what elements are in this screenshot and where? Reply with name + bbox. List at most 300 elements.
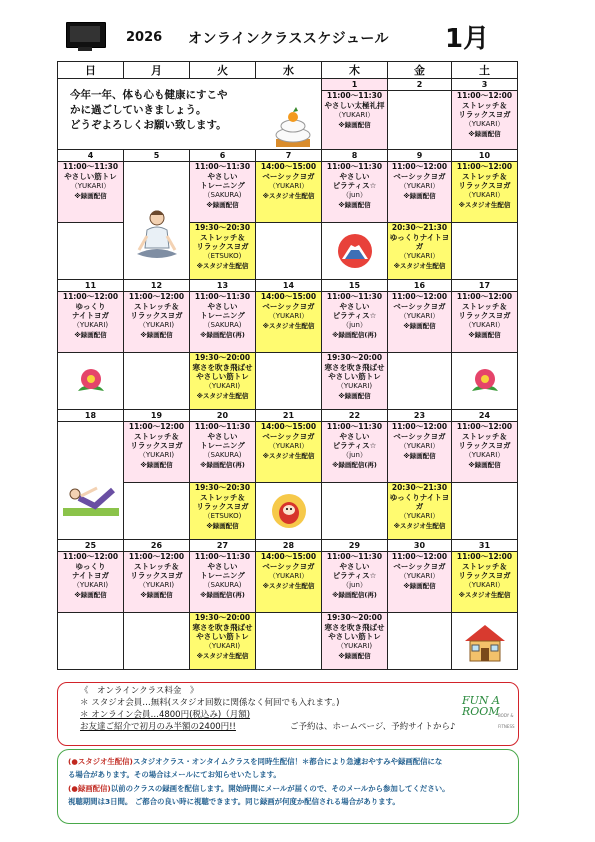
class-time: 11:00～12:00 (456, 162, 513, 171)
class-slot[interactable] (190, 422, 256, 483)
delivery-note: ※録画配信 (140, 591, 173, 599)
class-time: 11:00～12:00 (128, 422, 185, 431)
class-name: やさしい筋トレ (328, 372, 381, 381)
day-number: 5 (153, 151, 160, 160)
intro-cell (58, 79, 322, 150)
class-slot[interactable] (388, 552, 452, 613)
instructor: （YUKARI) (336, 382, 373, 390)
day-cell (190, 410, 256, 422)
delivery-note: ※スタジオ生配信 (458, 591, 511, 599)
camellia-icon (468, 365, 502, 399)
class-slot[interactable] (322, 552, 388, 613)
empty-slot (452, 483, 518, 540)
day-number: 1 (351, 80, 358, 89)
day-cell (124, 280, 190, 292)
instructor: （YUKARI） (399, 572, 440, 580)
empty-slot (124, 483, 190, 540)
empty-slot (124, 613, 190, 670)
day-cell (452, 410, 518, 422)
logo-subtitle: BODY & FITNESS (498, 713, 515, 729)
class-name: やさしい (207, 432, 238, 441)
flower-illustration-cell (58, 353, 124, 410)
class-time: 11:00～11:30 (62, 162, 119, 171)
day-number: 10 (478, 151, 491, 160)
class-slot[interactable] (58, 552, 124, 613)
day-number: 12 (150, 281, 163, 290)
page-title: オンラインクラススケジュール (188, 31, 390, 47)
instructor: （YUKARI） (464, 321, 505, 329)
instructor: （YUKARI） (268, 312, 309, 320)
delivery-note: ※スタジオ生配信 (262, 582, 315, 590)
class-name: ベーシックヨガ (393, 172, 446, 181)
instructor: （YUKARI) (336, 642, 373, 650)
day-number: 18 (84, 411, 97, 420)
delivery-note: ※録画配信 (140, 461, 173, 469)
class-time: 11:00～12:00 (128, 552, 185, 561)
class-name: トレーニング (200, 311, 245, 320)
weekday-fri: 金 (388, 62, 452, 79)
day-cell (124, 540, 190, 552)
intro-line: かに過ごしていきましょう。 (70, 104, 207, 116)
class-name: ストレッチ＆ (134, 302, 179, 311)
class-time: 11:00～11:30 (326, 162, 383, 171)
class-time: 11:00～11:30 (326, 552, 383, 561)
delivery-note: ※録画配信 (403, 452, 436, 460)
daruma-illustration-cell (256, 483, 322, 540)
empty-slot (58, 613, 124, 670)
instructor: （SAKURA) (203, 581, 242, 589)
delivery-note: ※録画配信 (468, 461, 501, 469)
class-time: 20:30～21:30 (391, 483, 448, 492)
instructor: （SAKURA) (203, 191, 242, 199)
class-slot[interactable] (388, 422, 452, 483)
class-time: 14:00～15:00 (260, 292, 317, 301)
delivery-note: ※録画配信 (338, 121, 371, 129)
intro-line: どうぞよろしくお願い致します。 (70, 119, 227, 131)
weekday-sun: 日 (58, 62, 124, 79)
class-slot[interactable] (452, 292, 518, 353)
day-number: 30 (413, 541, 426, 550)
instructor: （ETSUKO) (203, 252, 242, 260)
class-name: 寒さを吹き飛ばせ (324, 363, 385, 372)
instructor: （YUKARI） (334, 111, 375, 119)
class-slot[interactable] (322, 613, 388, 670)
class-slot[interactable] (58, 162, 124, 223)
day-number: 2 (416, 80, 423, 89)
class-name: ストレッチ＆ (462, 101, 507, 110)
day-number: 16 (413, 281, 426, 290)
instructor: （YUKARI) (72, 581, 109, 589)
day-cell (124, 410, 190, 422)
class-name: リラックスヨガ (196, 502, 249, 511)
class-name: やさしい (339, 432, 370, 441)
class-time: 11:00～12:00 (128, 292, 185, 301)
class-time: 11:00～12:00 (391, 422, 448, 431)
day-number: 25 (84, 541, 97, 550)
class-name: リラックスヨガ (130, 441, 183, 450)
class-name: やさしい筋トレ (64, 172, 117, 181)
day-cell (190, 540, 256, 552)
class-slot[interactable] (124, 552, 190, 613)
empty-slot (256, 613, 322, 670)
day-number: 13 (216, 281, 229, 290)
delivery-note: ※スタジオ生配信 (196, 392, 249, 400)
class-slot[interactable] (256, 552, 322, 613)
delivery-note: ※録画配信(再) (332, 331, 377, 339)
class-name: やさしい (339, 302, 370, 311)
class-time: 19:30～20:00 (326, 613, 383, 622)
class-slot[interactable] (452, 552, 518, 613)
fuji-illustration-cell (322, 223, 388, 280)
class-slot[interactable] (322, 422, 388, 483)
class-name: リラックスヨガ (196, 242, 249, 251)
empty-slot (388, 91, 452, 150)
referral-offer: お友達ご紹介で初月のみ半額の2400円!! (80, 722, 236, 732)
day-number: 8 (351, 151, 358, 160)
class-time: 11:00～12:00 (456, 422, 513, 431)
day-cell (256, 280, 322, 292)
class-name: ベーシックヨガ (262, 562, 315, 571)
day-number: 7 (285, 151, 292, 160)
note-text: る場合があります。その場合はメールにてお知らせいたします。 (68, 770, 281, 779)
class-name: やさしい筋トレ (328, 632, 381, 641)
day-cell (452, 280, 518, 292)
class-name: ベーシックヨガ (262, 432, 315, 441)
class-time: 11:00～11:30 (194, 422, 251, 431)
day-number: 23 (413, 411, 426, 420)
delivery-note: ※スタジオ生配信 (196, 652, 249, 660)
delivery-note: ※録画配信 (74, 331, 107, 339)
day-cell (58, 150, 124, 162)
day-cell (190, 280, 256, 292)
day-cell (190, 150, 256, 162)
instructor: （YUKARI） (268, 182, 309, 190)
instructor: （YUKARI） (70, 182, 111, 190)
instructor: （YUKARI） (399, 252, 440, 260)
class-time: 19:30～20:00 (194, 613, 251, 622)
class-slot[interactable] (190, 353, 256, 410)
class-time: 14:00～15:00 (260, 552, 317, 561)
class-name: ストレッチ＆ (462, 432, 507, 441)
day-cell (256, 410, 322, 422)
pilates-woman-icon (61, 468, 121, 522)
note-line (68, 783, 450, 795)
instructor: （YUKARI） (464, 451, 505, 459)
class-slot[interactable] (388, 162, 452, 223)
day-number: 28 (282, 541, 295, 550)
flower-illustration-cell (452, 353, 518, 410)
fee-info-box (57, 682, 519, 746)
fee-heading: 《 オンラインクラス料金 》 (80, 686, 199, 696)
class-name: やさしい (339, 562, 370, 571)
delivery-note: ※録画配信(再) (332, 461, 377, 469)
instructor: （YUKARI） (268, 572, 309, 580)
empty-slot (388, 613, 452, 670)
class-name: やさしい筋トレ (196, 372, 249, 381)
pilates-illustration-cell (58, 422, 124, 540)
instructor: （YUKARI) (204, 642, 241, 650)
note-text: 視聴期間は3日間。 ご都合の良い時に視聴できます。同じ録画が何度か配信される場合があります。 (68, 797, 400, 806)
class-time: 11:00～12:00 (456, 292, 513, 301)
instructor: （YUKARI) (204, 382, 241, 390)
class-name: リラックスヨガ (130, 311, 183, 320)
delivery-note: ※スタジオ生配信 (262, 452, 315, 460)
mount-fuji-icon (337, 233, 373, 269)
fun-a-room-logo: FUN A ROOM (462, 694, 500, 718)
delivery-note: ※録画配信 (338, 392, 371, 400)
class-name: ベーシックヨガ (393, 432, 446, 441)
day-cell (256, 540, 322, 552)
yoga-illustration-cell (124, 162, 190, 280)
note-line (68, 796, 400, 808)
camellia-icon (74, 365, 108, 399)
day-cell (322, 410, 388, 422)
class-time: 19:30～20:00 (326, 353, 383, 362)
delivery-note: ※スタジオ生配信 (393, 522, 446, 530)
class-time: 11:00～11:30 (194, 162, 251, 171)
delivery-note: ※録画配信 (403, 322, 436, 330)
class-name: ピラティス☆ (332, 181, 377, 190)
class-slot[interactable] (388, 483, 452, 540)
weekday-thu: 木 (322, 62, 388, 79)
day-number: 19 (150, 411, 163, 420)
delivery-note: ※録画配信(再) (200, 331, 245, 339)
class-time: 11:00～12:00 (391, 292, 448, 301)
instructor: （YUKARI） (399, 442, 440, 450)
class-name: ゆっくりナイトヨガ (389, 493, 450, 511)
class-name: トレーニング (200, 441, 245, 450)
delivery-note: ※録画配信 (403, 192, 436, 200)
class-time: 19:30～20:30 (194, 223, 251, 232)
empty-slot (124, 353, 190, 410)
class-slot[interactable] (124, 422, 190, 483)
delivery-note: ※スタジオ生配信 (458, 201, 511, 209)
class-name: やさしい (339, 172, 370, 181)
instructor: （jun） (342, 451, 367, 459)
day-cell (388, 150, 452, 162)
class-slot[interactable] (452, 91, 518, 150)
class-slot[interactable] (190, 613, 256, 670)
reservation-note: ご予約は、ホームページ、予約サイトから♪ (290, 722, 456, 732)
day-cell (322, 79, 388, 91)
empty-slot (322, 483, 388, 540)
class-name: リラックスヨガ (458, 110, 511, 119)
delivery-note: ※録画配信 (206, 201, 239, 209)
class-time: 11:00～12:00 (391, 552, 448, 561)
class-slot[interactable] (256, 422, 322, 483)
delivery-note: ※スタジオ生配信 (262, 192, 315, 200)
instructor: （jun） (342, 321, 367, 329)
class-slot[interactable] (322, 91, 388, 150)
class-name: ナイトヨガ (72, 571, 109, 580)
day-cell (58, 410, 124, 422)
day-cell (124, 150, 190, 162)
empty-slot (256, 223, 322, 280)
delivery-notes-box (57, 749, 519, 824)
delivery-note: ※録画配信 (206, 522, 239, 530)
delivery-note: ※録画配信 (140, 331, 173, 339)
class-slot[interactable] (322, 292, 388, 353)
delivery-note: ※録画配信(再) (332, 591, 377, 599)
class-time: 11:00～11:30 (326, 422, 383, 431)
day-number: 31 (478, 541, 491, 550)
note-tag: (●録画配信) (68, 784, 111, 793)
day-cell (388, 410, 452, 422)
delivery-note: ※録画配信 (468, 130, 501, 138)
class-name: ゆっくり (75, 562, 106, 571)
delivery-note: ※スタジオ生配信 (262, 322, 315, 330)
day-cell (322, 150, 388, 162)
class-slot[interactable] (190, 223, 256, 280)
class-name: 寒さを吹き飛ばせ (192, 363, 253, 372)
class-time: 19:30～20:00 (194, 353, 251, 362)
class-slot[interactable] (452, 162, 518, 223)
class-time: 11:00～12:00 (391, 162, 448, 171)
weekday-mon: 月 (124, 62, 190, 79)
day-number: 3 (481, 80, 488, 89)
studio-member-fee: ＊ スタジオ会員…無料(スタジオ回数に関係なく何回でも入れます。) (80, 698, 340, 708)
delivery-note: ※録画配信(再) (200, 591, 245, 599)
note-text: スタジオクラス・オンタイムクラスを同時生配信！＊都合により急遽おやすみや録画配信にな (132, 757, 443, 766)
class-name: 寒さを吹き飛ばせ (192, 623, 253, 632)
class-slot[interactable] (190, 552, 256, 613)
class-slot[interactable] (322, 353, 388, 410)
instructor: （ETSUKO) (203, 512, 242, 520)
kagami-mochi-icon (270, 105, 316, 149)
class-name: ベーシックヨガ (393, 562, 446, 571)
class-slot[interactable] (124, 292, 190, 353)
class-name: トレーニング (200, 181, 245, 190)
class-time: 14:00～15:00 (260, 422, 317, 431)
day-number: 6 (219, 151, 226, 160)
class-name: ストレッチ＆ (134, 562, 179, 571)
day-cell (388, 280, 452, 292)
delivery-note: ※録画配信(再) (200, 461, 245, 469)
house-illustration-cell (452, 613, 518, 670)
class-name: ベーシックヨガ (393, 302, 446, 311)
class-name: リラックスヨガ (458, 441, 511, 450)
class-time: 11:00～11:30 (194, 292, 251, 301)
instructor: （YUKARI) (72, 321, 109, 329)
day-number: 11 (84, 281, 97, 290)
class-slot[interactable] (388, 292, 452, 353)
instructor: （YUKARI) (138, 321, 175, 329)
day-cell (322, 540, 388, 552)
class-name: ピラティス☆ (332, 311, 377, 320)
class-time: 11:00～11:30 (326, 292, 383, 301)
class-name: ベーシックヨガ (262, 172, 315, 181)
class-name: ストレッチ＆ (462, 302, 507, 311)
class-name: やさしい (207, 562, 238, 571)
intro-line: 今年一年、体も心も健康にすこや (70, 89, 228, 101)
class-slot[interactable] (190, 483, 256, 540)
instructor: （SAKURA) (203, 321, 242, 329)
class-slot[interactable] (256, 292, 322, 353)
instructor: （YUKARI） (464, 120, 505, 128)
class-name: リラックスヨガ (458, 571, 511, 580)
day-number: 22 (348, 411, 361, 420)
empty-slot (256, 353, 322, 410)
class-slot[interactable] (190, 162, 256, 223)
day-number: 15 (348, 281, 361, 290)
class-time: 11:00～12:00 (62, 552, 119, 561)
day-number: 21 (282, 411, 295, 420)
instructor: （jun） (342, 191, 367, 199)
day-number: 9 (416, 151, 423, 160)
instructor: （jun） (342, 581, 367, 589)
instructor: （YUKARI) (138, 451, 175, 459)
class-time: 11:00～11:30 (326, 91, 383, 100)
class-name: ピラティス☆ (332, 571, 377, 580)
class-name: ナイトヨガ (72, 311, 109, 320)
class-time: 11:00～12:00 (456, 552, 513, 561)
weekday-wed: 水 (256, 62, 322, 79)
class-slot[interactable] (58, 292, 124, 353)
instructor: （YUKARI） (464, 581, 505, 589)
day-number: 29 (348, 541, 361, 550)
delivery-note: ※録画配信 (338, 201, 371, 209)
instructor: （SAKURA) (203, 451, 242, 459)
day-number: 4 (87, 151, 94, 160)
instructor: （YUKARI） (464, 191, 505, 199)
day-cell (388, 540, 452, 552)
day-cell (452, 540, 518, 552)
class-name: ゆっくり (75, 302, 106, 311)
class-time: 11:00～11:30 (194, 552, 251, 561)
month: 1月 (445, 24, 490, 54)
day-cell (452, 79, 518, 91)
class-time: 19:30～20:30 (194, 483, 251, 492)
day-number: 26 (150, 541, 163, 550)
class-name: ゆっくりナイトヨガ (389, 233, 450, 251)
class-slot[interactable] (452, 422, 518, 483)
class-time: 11:00～12:00 (456, 91, 513, 100)
note-tag: (●スタジオ生配信) (68, 757, 133, 766)
instructor: （YUKARI） (399, 182, 440, 190)
class-slot[interactable] (256, 162, 322, 223)
day-number: 17 (478, 281, 491, 290)
day-number: 27 (216, 541, 229, 550)
note-text: 以前のクラスの録画を配信します。開始時間にメールが届くので、そのメールから参加してください。 (110, 784, 450, 793)
class-name: やさしい (207, 302, 238, 311)
class-slot[interactable] (322, 162, 388, 223)
weekday-row (58, 62, 518, 79)
calendar (57, 61, 518, 670)
class-name: トレーニング (200, 571, 245, 580)
class-name: ストレッチ＆ (462, 562, 507, 571)
instructor: （YUKARI） (268, 442, 309, 450)
day-number: 24 (478, 411, 491, 420)
empty-slot (58, 223, 124, 280)
class-name: 寒さを吹き飛ばせ (324, 623, 385, 632)
class-name: リラックスヨガ (458, 311, 511, 320)
class-slot[interactable] (190, 292, 256, 353)
delivery-note: ※録画配信 (338, 652, 371, 660)
class-name: ピラティス☆ (332, 441, 377, 450)
delivery-note: ※スタジオ生配信 (393, 262, 446, 270)
class-time: 11:00～12:00 (62, 292, 119, 301)
class-name: リラックスヨガ (458, 181, 511, 190)
class-slot[interactable] (388, 223, 452, 280)
class-name: ストレッチ＆ (200, 493, 245, 502)
online-member-fee: ＊ オンライン会員…4800円(税込み)（月額) (80, 710, 251, 720)
day-cell (452, 150, 518, 162)
note-line (68, 756, 442, 768)
weekday-sat: 土 (452, 62, 518, 79)
instructor: （YUKARI） (399, 312, 440, 320)
day-cell (388, 79, 452, 91)
delivery-note: ※録画配信 (74, 192, 107, 200)
